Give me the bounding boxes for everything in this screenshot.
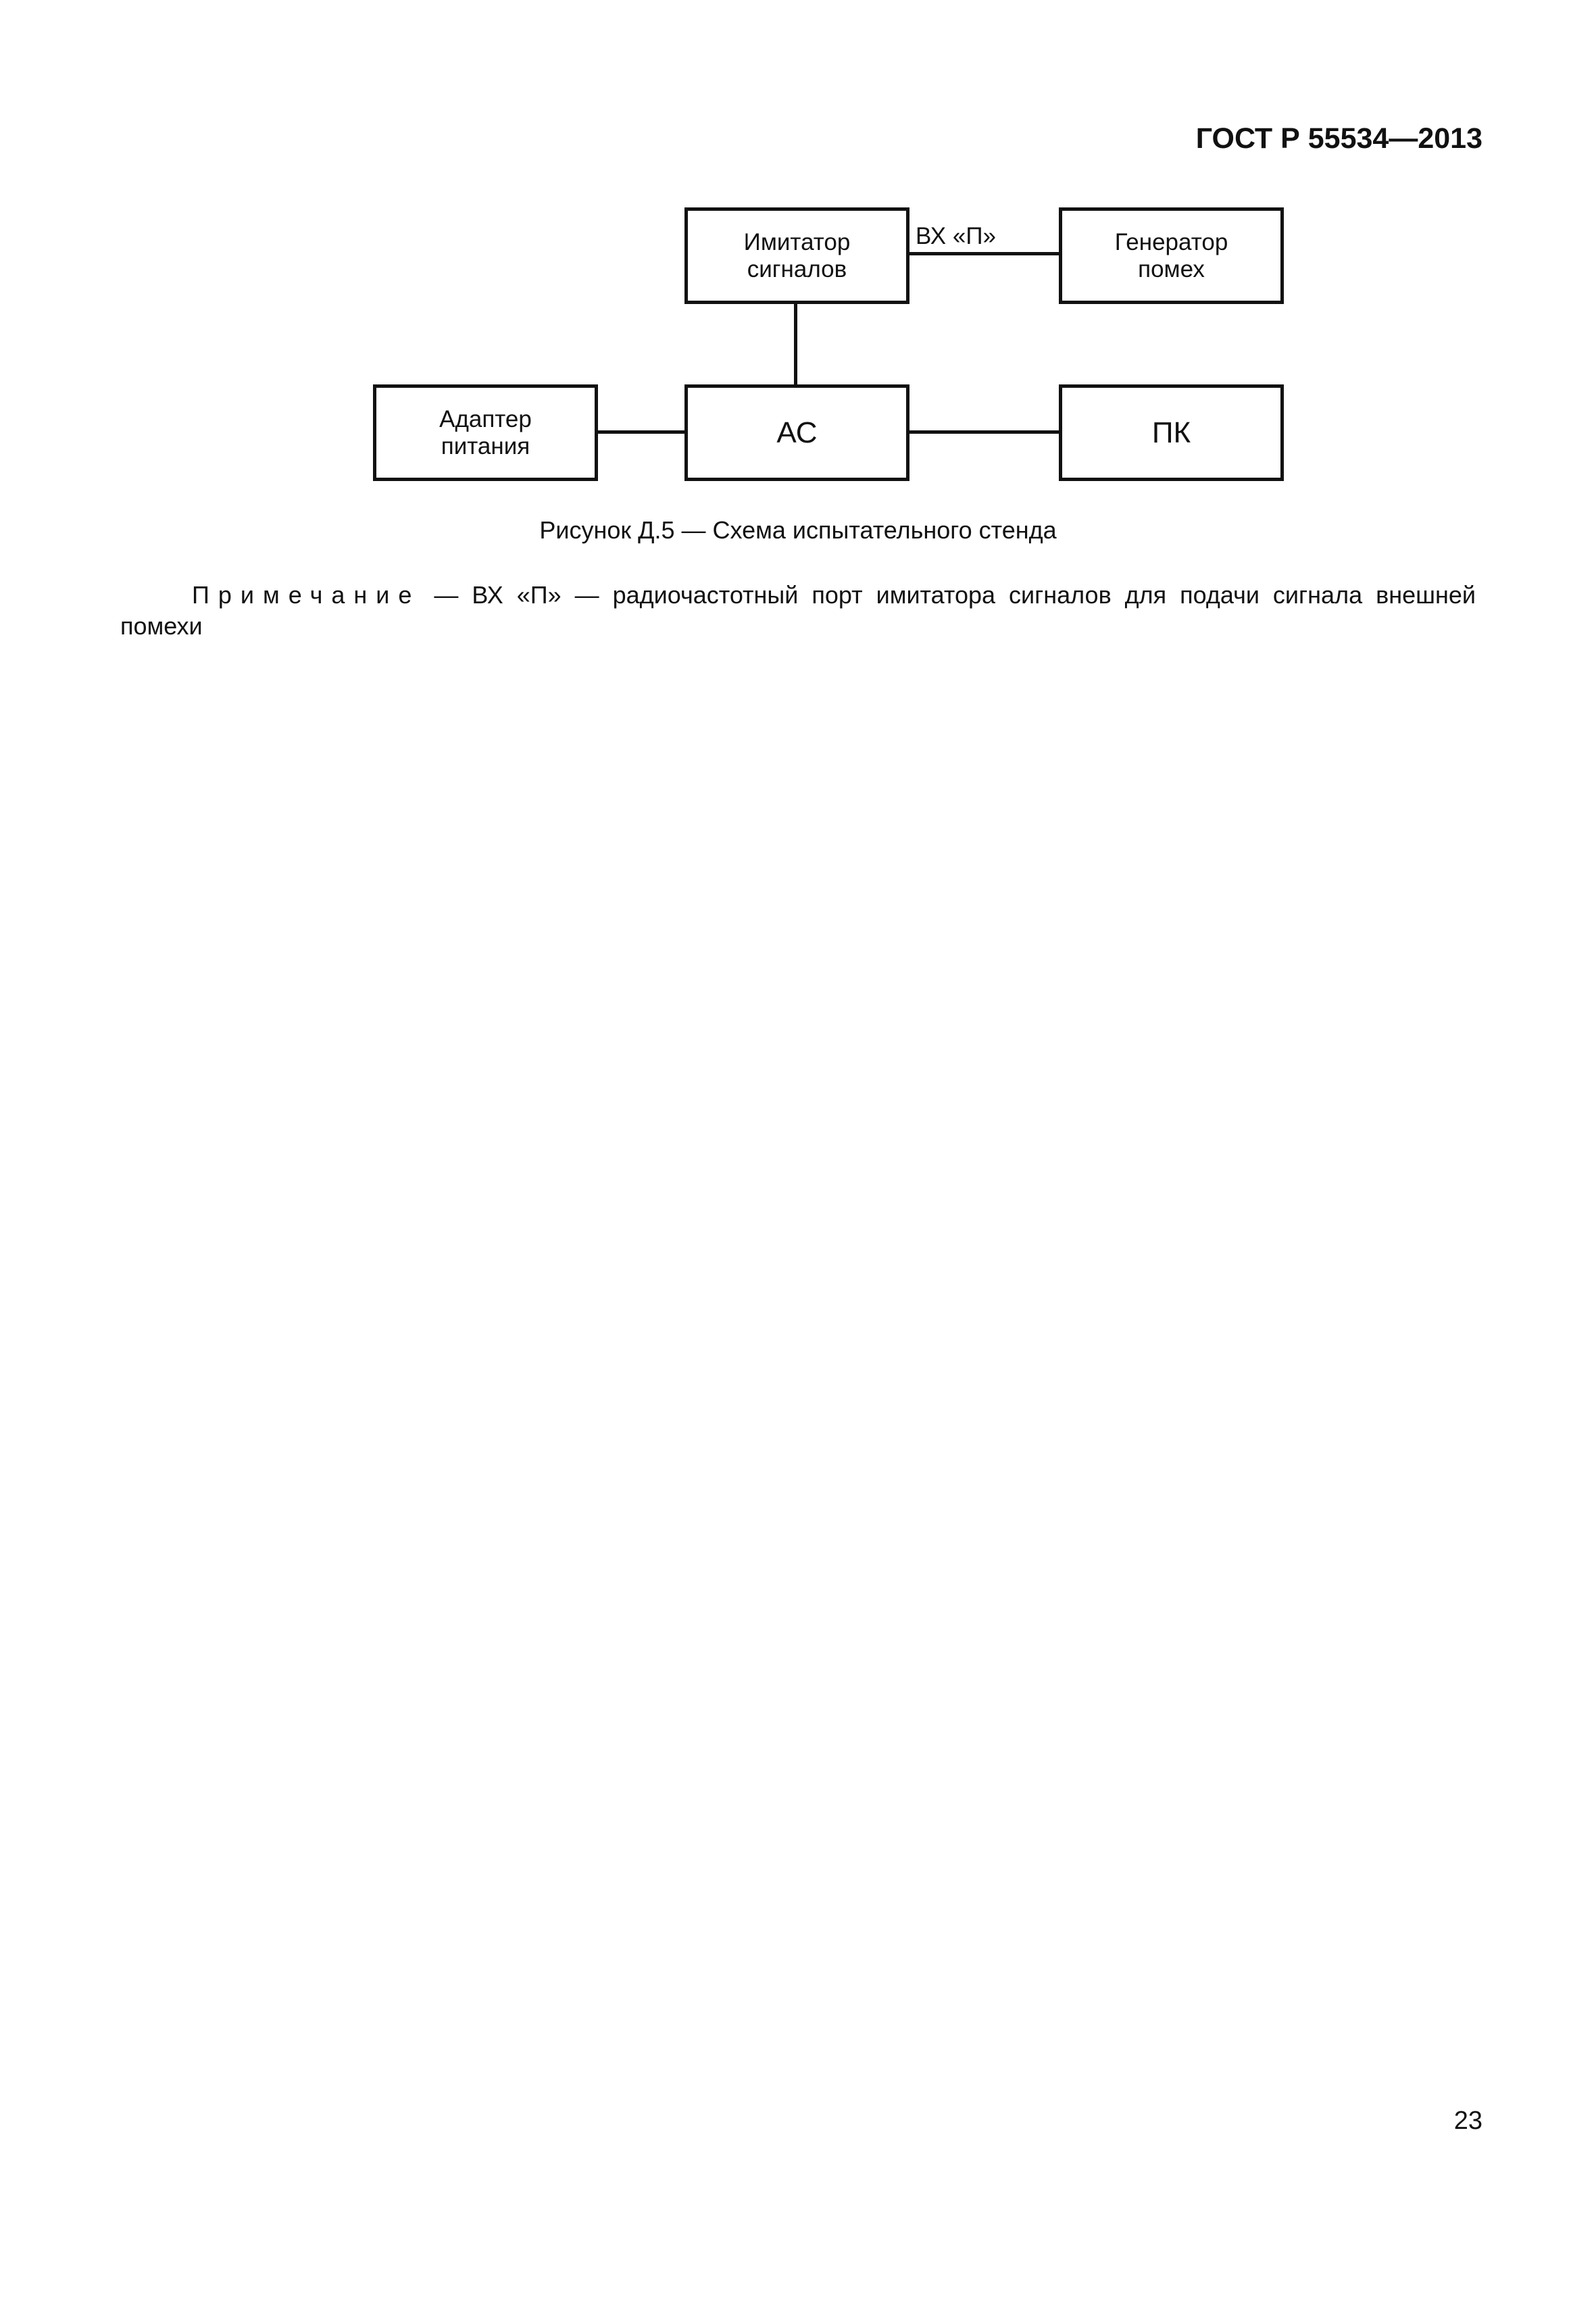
block-label: Адаптер питания — [439, 405, 532, 459]
connector-simulator-generator — [907, 252, 1061, 255]
block-pc — [1059, 384, 1284, 481]
note-text: — ВХ «П» — радиочастотный порт имитатора сигналов для подачи сигнала внешней помехи — [120, 581, 1476, 640]
document-code-header: ГОСТ Р 55534—2013 — [1195, 122, 1482, 155]
block-label: ПК — [1151, 416, 1191, 449]
figure-caption: Рисунок Д.5 — Схема испытательного стенда — [539, 516, 1057, 544]
page-number: 23 — [1453, 2107, 1482, 2135]
block-as — [684, 384, 909, 481]
block-noise-generator — [1059, 207, 1284, 304]
block-label: АС — [776, 416, 818, 449]
connector-as-pc — [907, 430, 1061, 434]
connector-adapter-as — [596, 430, 687, 434]
block-label: Имитатор сигналов — [743, 228, 851, 282]
figure-note — [120, 580, 1476, 642]
block-power-adapter — [373, 384, 598, 481]
block-signal-simulator — [684, 207, 909, 304]
port-label: ВХ «П» — [916, 223, 996, 249]
connector-simulator-as — [794, 302, 797, 387]
block-label: Генератор помех — [1114, 228, 1228, 282]
note-lead: Примечание — [192, 581, 421, 609]
